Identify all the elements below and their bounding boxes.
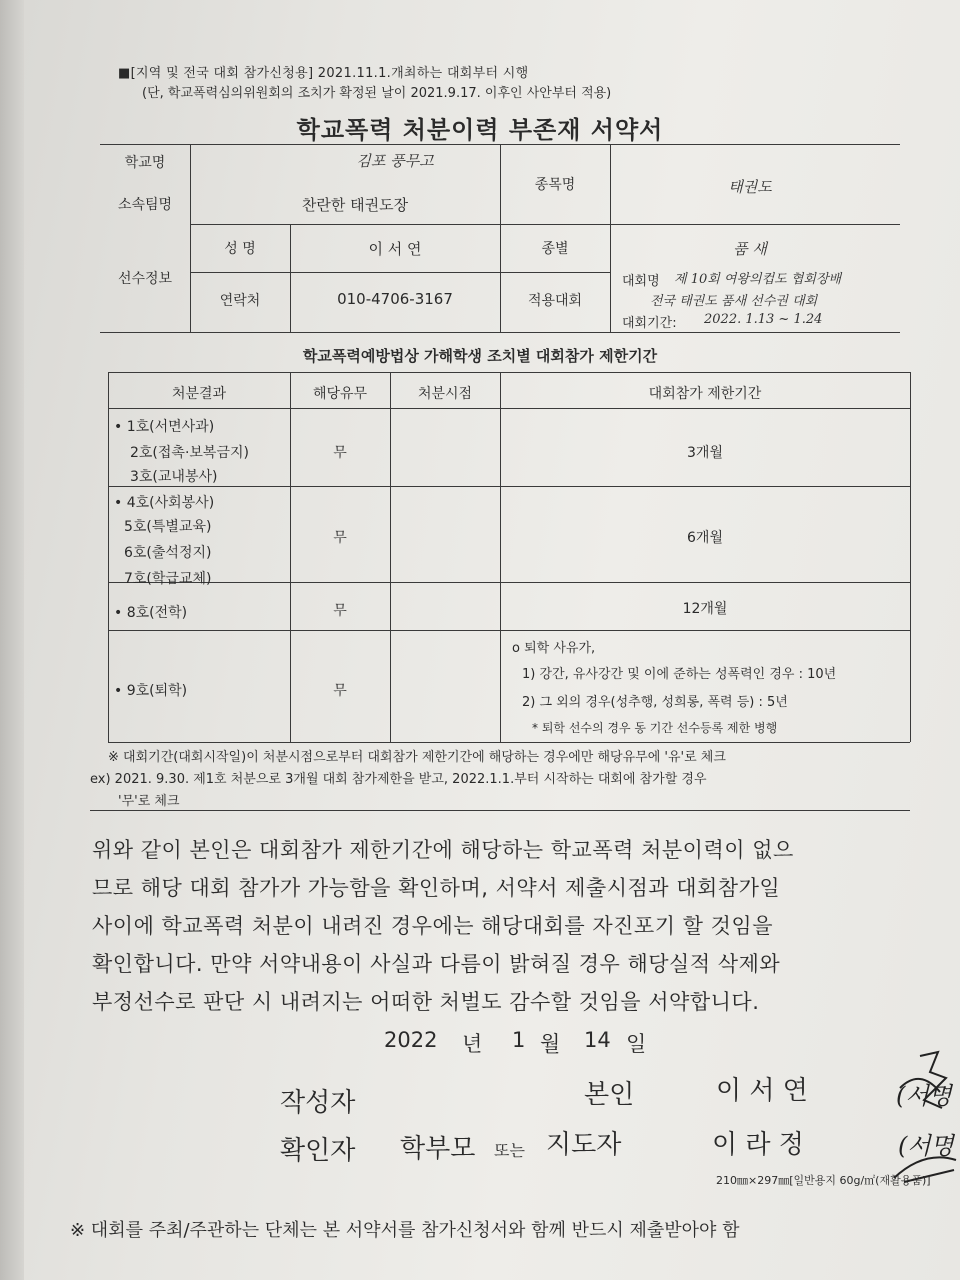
meet-name-value-1: 제 10회 여왕의컵도 협회장배 <box>674 272 842 287</box>
table-row-1-item-2: 2호(접촉·보복금지) <box>130 445 249 461</box>
note-divider <box>90 810 910 811</box>
date-month-unit: 월 <box>540 1032 561 1056</box>
meet-name-label: 대회명 <box>622 274 660 289</box>
writer-seal: (서명 <box>896 1082 952 1110</box>
table-row-1-item-1: • 1호(서면사과) <box>114 419 215 435</box>
pledge-line-5: 부정선수로 판단 시 내려지는 어떠한 처벌도 감수할 것임을 서약합니다. <box>92 990 760 1014</box>
date-month: 1 <box>512 1028 526 1052</box>
writer-label: 작성자 <box>280 1088 356 1118</box>
pledge-line-3: 사이에 학교폭력 처분이 내려진 경우에는 해당대회를 자진포기 할 것임을 <box>92 914 773 938</box>
table-row-2-item-2: 5호(특별교육) <box>124 519 212 535</box>
note-line-2: ex) 2021. 9.30. 제1호 처분으로 3개월 대회 참가제한을 받고, 2022.1.1.부터 시작하는 대회에 참가할 경우 <box>90 772 707 787</box>
contact-label: 연락처 <box>219 293 261 309</box>
name-label: 성 명 <box>224 241 256 257</box>
document-title: 학교폭력 처분이력 부존재 서약서 <box>296 116 664 144</box>
note-line-1: ※ 대회기간(대회시작일)이 처분시점으로부터 대회참가 제한기간에 해당하는 경우에만 해당유무에 '유'로 체크 <box>108 750 726 765</box>
meet-period-value: 2022. 1.13 ~ 1.24 <box>704 312 823 327</box>
meet-period-label: 대회기간: <box>622 316 677 331</box>
col-header-time: 처분시점 <box>417 386 473 402</box>
table-row-4-period-line-1: o 퇴학 사유가, <box>512 641 596 656</box>
confirmer-name: 이 라 정 <box>712 1130 804 1160</box>
confirmer-seal: (서명 <box>898 1132 954 1160</box>
applied-meet-label: 적용대회 <box>527 293 583 309</box>
writer-signature-scribble <box>880 1048 958 1118</box>
date-year: 2022 <box>384 1028 438 1052</box>
table-row-2-period: 6개월 <box>687 530 723 546</box>
paper-edge <box>0 0 24 1280</box>
team-label: 소속팀명 <box>117 197 173 213</box>
pledge-line-2: 므로 해당 대회 참가가 가능함을 확인하며, 서약서 제출시점과 대회참가일 <box>92 876 781 900</box>
table-row-4-item-1: • 9호(퇴학) <box>114 683 188 699</box>
school-label: 학교명 <box>124 155 166 171</box>
category-value: 품 새 <box>733 240 767 258</box>
table-row-3-item-1: • 8호(전학) <box>114 605 188 621</box>
table-caption: 학교폭력예방법상 가해학생 조치별 대회참가 제한기간 <box>302 347 658 365</box>
pledge-line-4: 확인합니다. 만약 서약내용이 사실과 다름이 밝혀질 경우 해당실적 삭제와 <box>92 952 781 976</box>
table-row-3-applies: 무 <box>333 603 347 619</box>
date-day-unit: 일 <box>626 1032 647 1056</box>
table-row-4-period-line-2: 1) 강간, 유사강간 및 이에 준하는 성폭력인 경우 : 10년 <box>522 667 837 682</box>
date-year-unit: 년 <box>462 1032 483 1056</box>
contact-value: 010-4706-3167 <box>337 290 453 308</box>
header-notice-line-1: ■[지역 및 전국 대회 참가신청용] 2021.11.1.개최하는 대회부터 시행 <box>118 66 529 81</box>
table-row-2-applies: 무 <box>333 530 347 546</box>
col-header-result: 처분결과 <box>171 386 227 402</box>
writer-name: 이 서 연 <box>716 1076 808 1106</box>
pledge-line-1: 위와 같이 본인은 대회참가 제한기간에 해당하는 학교폭력 처분이력이 없으 <box>92 838 794 862</box>
table-row-2-item-4: 7호(학급교체) <box>124 571 212 587</box>
table-row-2-item-3: 6호(출석정지) <box>124 545 212 561</box>
header-notice-line-2: (단, 학교폭력심의위원회의 조치가 확정된 날이 2021.9.17. 이후인 사안부터 적용) <box>142 86 612 101</box>
footer-notice: ※ 대회를 주최/주관하는 단체는 본 서약서를 참가신청서와 함께 반드시 제출받아야 함 <box>70 1220 740 1241</box>
category-label: 종별 <box>541 241 569 257</box>
school-value: 김포 풍무고 <box>356 152 434 170</box>
table-row-4-period-line-4: * 퇴학 선수의 경우 동 기간 선수등록 제한 병행 <box>532 721 778 735</box>
table-row-1-period: 3개월 <box>687 445 723 461</box>
table-row-2-item-1: • 4호(사회봉사) <box>114 495 215 511</box>
team-value: 찬란한 태권도장 <box>301 196 409 214</box>
coach-label: 지도자 <box>546 1130 622 1160</box>
table-row-3-period: 12개월 <box>682 601 728 617</box>
or-label: 또는 <box>494 1141 525 1160</box>
table-row-4-applies: 무 <box>333 683 347 699</box>
table-row-4-period-line-3: 2) 그 외의 경우(성추행, 성희롱, 폭력 등) : 5년 <box>522 695 788 710</box>
name-value: 이 서 연 <box>368 240 422 258</box>
table-row-1-applies: 무 <box>333 445 347 461</box>
table-row-1-item-3: 3호(교내봉사) <box>130 469 218 485</box>
self-label: 본인 <box>584 1080 635 1110</box>
col-header-applies: 해당유무 <box>312 386 368 402</box>
event-label: 종목명 <box>534 177 576 193</box>
col-header-period: 대회참가 제한기간 <box>648 386 762 402</box>
event-value: 태권도 <box>728 178 772 196</box>
note-line-3: '무'로 체크 <box>118 794 180 809</box>
date-day: 14 <box>584 1028 611 1052</box>
meet-name-value-2: 전국 태권도 품새 선수권 대회 <box>650 294 818 309</box>
parent-label: 학부모 <box>400 1134 476 1164</box>
confirmer-label: 확인자 <box>280 1136 356 1166</box>
player-info-label: 선수정보 <box>117 271 173 287</box>
paper-spec: 210㎜×297㎜[일반용지 60g/㎡(재활용품)] <box>716 1174 931 1187</box>
